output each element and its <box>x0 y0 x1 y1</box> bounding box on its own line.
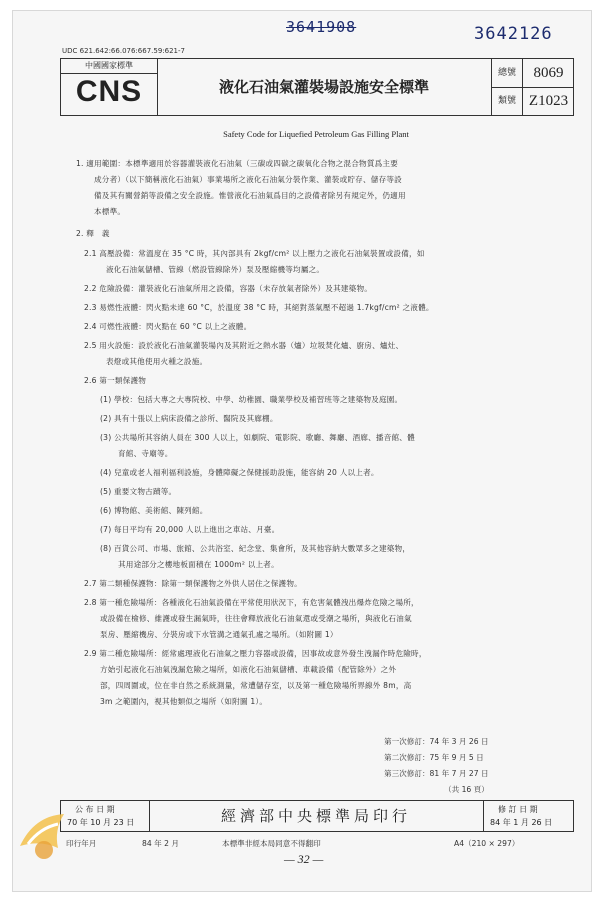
revised-label: 修 訂 日 期 <box>498 805 538 814</box>
list-item: (7) 每日平均有 20,000 人以上進出之車站、月臺。 <box>100 525 280 534</box>
published-date: 70 年 10 月 23 日 <box>67 818 135 827</box>
body-line: 部，四周圍或，位在非自然之系統測量，常遭儲存室，以及第一種危險場所界線外 8m，高 <box>100 681 412 690</box>
list-item: 其用途部分之樓地板面積在 1000m² 以上者。 <box>118 560 279 569</box>
section-heading: 2.6 第一類保護物 <box>84 376 147 385</box>
body-line: 備及其有關營銷等設備之安全設施。惟營液化石油氣爲目的之設備者除另有規定外，仍適用 <box>94 191 406 200</box>
body-line: 2.5 用火設施：設於液化石油氣灌裝場內及其附近之熱水器（爐）垃圾焚化爐、廚房、爐灶、 <box>84 341 404 350</box>
standard-header <box>60 58 574 116</box>
total-number: 8069 <box>533 65 564 81</box>
list-item: 育館、寺廟等。 <box>118 449 173 458</box>
english-title: Safety Code for Liquefied Petroleum Gas Filling Plant <box>223 129 409 139</box>
paper-size: A4（210 × 297） <box>454 839 520 848</box>
udc-code: UDC 621.642:66.076:667.59:621-7 <box>62 47 185 55</box>
watermark-logo-icon <box>14 806 76 864</box>
list-item: (1) 學校：包括大專之大專院校、中學、幼稚園、職業學校及補習班等之建築物及庭園。 <box>100 395 403 404</box>
body-line: 2.7 第二類種保護物：除第一類保護物之外供人居住之保護物。 <box>84 579 302 588</box>
body-line: 2.8 第一種危險場所：各種液化石油氣設備在平常使用狀況下，有危害氣體洩出爆炸危險之場所， <box>84 598 419 607</box>
list-item: (6) 博物館、美術館、陳列館。 <box>100 506 208 515</box>
number-block <box>491 59 574 115</box>
revision-line: 第二次修訂：75 年 9 月 5 日 <box>384 753 484 762</box>
document-page <box>12 10 592 892</box>
list-item: (5) 重要文物古蹟等。 <box>100 487 177 496</box>
total-number-label: 總號 <box>492 59 523 87</box>
list-item: (3) 公共場所其容納人員在 300 人以上，如劇院、電影院、歌廳、舞廳、酒廊、播音館、體 <box>100 433 415 442</box>
body-line: 或設備在檢修、維護或發生漏氣時，往往會釋放液化石油氣還或受潮之場所，與液化石油氣 <box>100 614 412 623</box>
standard-title: 液化石油氣灌裝場設施安全標準 <box>218 78 429 96</box>
published-label: 公 布 日 期 <box>75 805 115 814</box>
page-number: — 32 — <box>284 852 324 866</box>
body-line: 2.9 第二種危險場所：經常處理液化石油氣之壓力容器或設備，因事故或意外發生洩漏作時危險時， <box>84 649 427 658</box>
class-number-label: 類號 <box>492 87 523 115</box>
body-line: 1. 適用範圍：本標準適用於容器灌裝液化石油氣（三碳或四碳之碳氧化合物之混合物質爲主要 <box>76 159 399 168</box>
revision-line: 第三次修訂：81 年 7 月 27 日 <box>384 769 489 778</box>
cns-logo: CNS <box>75 75 143 108</box>
body-line: 3m 之範圍內，視其他類似之場所（如附圖 1）。 <box>100 697 268 706</box>
section-heading: 2. 釋 義 <box>76 229 110 238</box>
body-line: 成分者）（以下簡稱液化石油氣）事業場所之液化石油氣分裝作業、灌裝或貯存、儲存等設 <box>94 175 402 184</box>
revised-cell <box>483 801 574 831</box>
revised-date: 84 年 1 月 26 日 <box>490 818 553 827</box>
body-line: 2.4 可燃性液體：閃火點在 60 °C 以上之液體。 <box>84 322 252 331</box>
list-item: (2) 具有十張以上病床設備之診所、醫院及其廊棚。 <box>100 414 278 423</box>
revision-line: 第一次修訂：74 年 3 月 26 日 <box>384 737 489 746</box>
publisher: 經濟部中央標準局印行 <box>220 807 411 825</box>
list-item: (8) 百貨公司、市場、旅館、公共浴室、紀念堂、集會所，及其他容納大數眾多之建築物， <box>100 544 411 553</box>
body-line: 2.3 易燃性液體：閃火點未達 60 °C，於溫度 38 °C 時，其絕對蒸氣壓不超過 1.7kgf/cm² 之液體。 <box>84 303 434 312</box>
list-item: (4) 兒童或老人福利福利設施，身體障礙之保健援助設施，能容納 20 人以上者。 <box>100 468 379 477</box>
body-line: 2.1 高壓設備：常溫度在 35 °C 時，其內部具有 2kgf/cm² 以上壓力之液化石油氣裝置或設備，如 <box>84 249 425 258</box>
copyright-notice: 本標準非經本局同意不得翻印 <box>222 839 321 848</box>
footer-box <box>60 800 574 832</box>
body-line: 表燈或其他使用火種之設施。 <box>106 357 208 366</box>
cns-block <box>61 59 158 115</box>
body-line: 2.2 危險設備：灌裝液化石油氣所用之設備，容器（未存放氣者除外）及其建築物。 <box>84 284 373 293</box>
print-date-label: 印行年月 <box>66 839 97 848</box>
org-label: 中國國家標準 <box>61 59 157 74</box>
body-line: 本標準。 <box>94 207 126 216</box>
class-number: Z1023 <box>528 93 569 109</box>
body-line: 方始引起液化石油氣洩漏危險之場所，如液化石油氣儲槽、車載設備（配管除外）之外 <box>100 665 397 674</box>
body-line: 液化石油氣儲槽、管線（燃設管線除外）泵及壓縮機等均屬之。 <box>106 265 325 274</box>
body-line: 泵房、壓縮機房、分裝房或下水管溝之通氣孔處之場所。（如附圖 1） <box>100 630 338 639</box>
page-count: （共 16 頁） <box>444 785 489 794</box>
serial-number: 3642126 <box>474 24 553 44</box>
print-date: 84 年 2 月 <box>142 839 179 848</box>
crossed-serial-number: 3641908 <box>286 18 357 36</box>
